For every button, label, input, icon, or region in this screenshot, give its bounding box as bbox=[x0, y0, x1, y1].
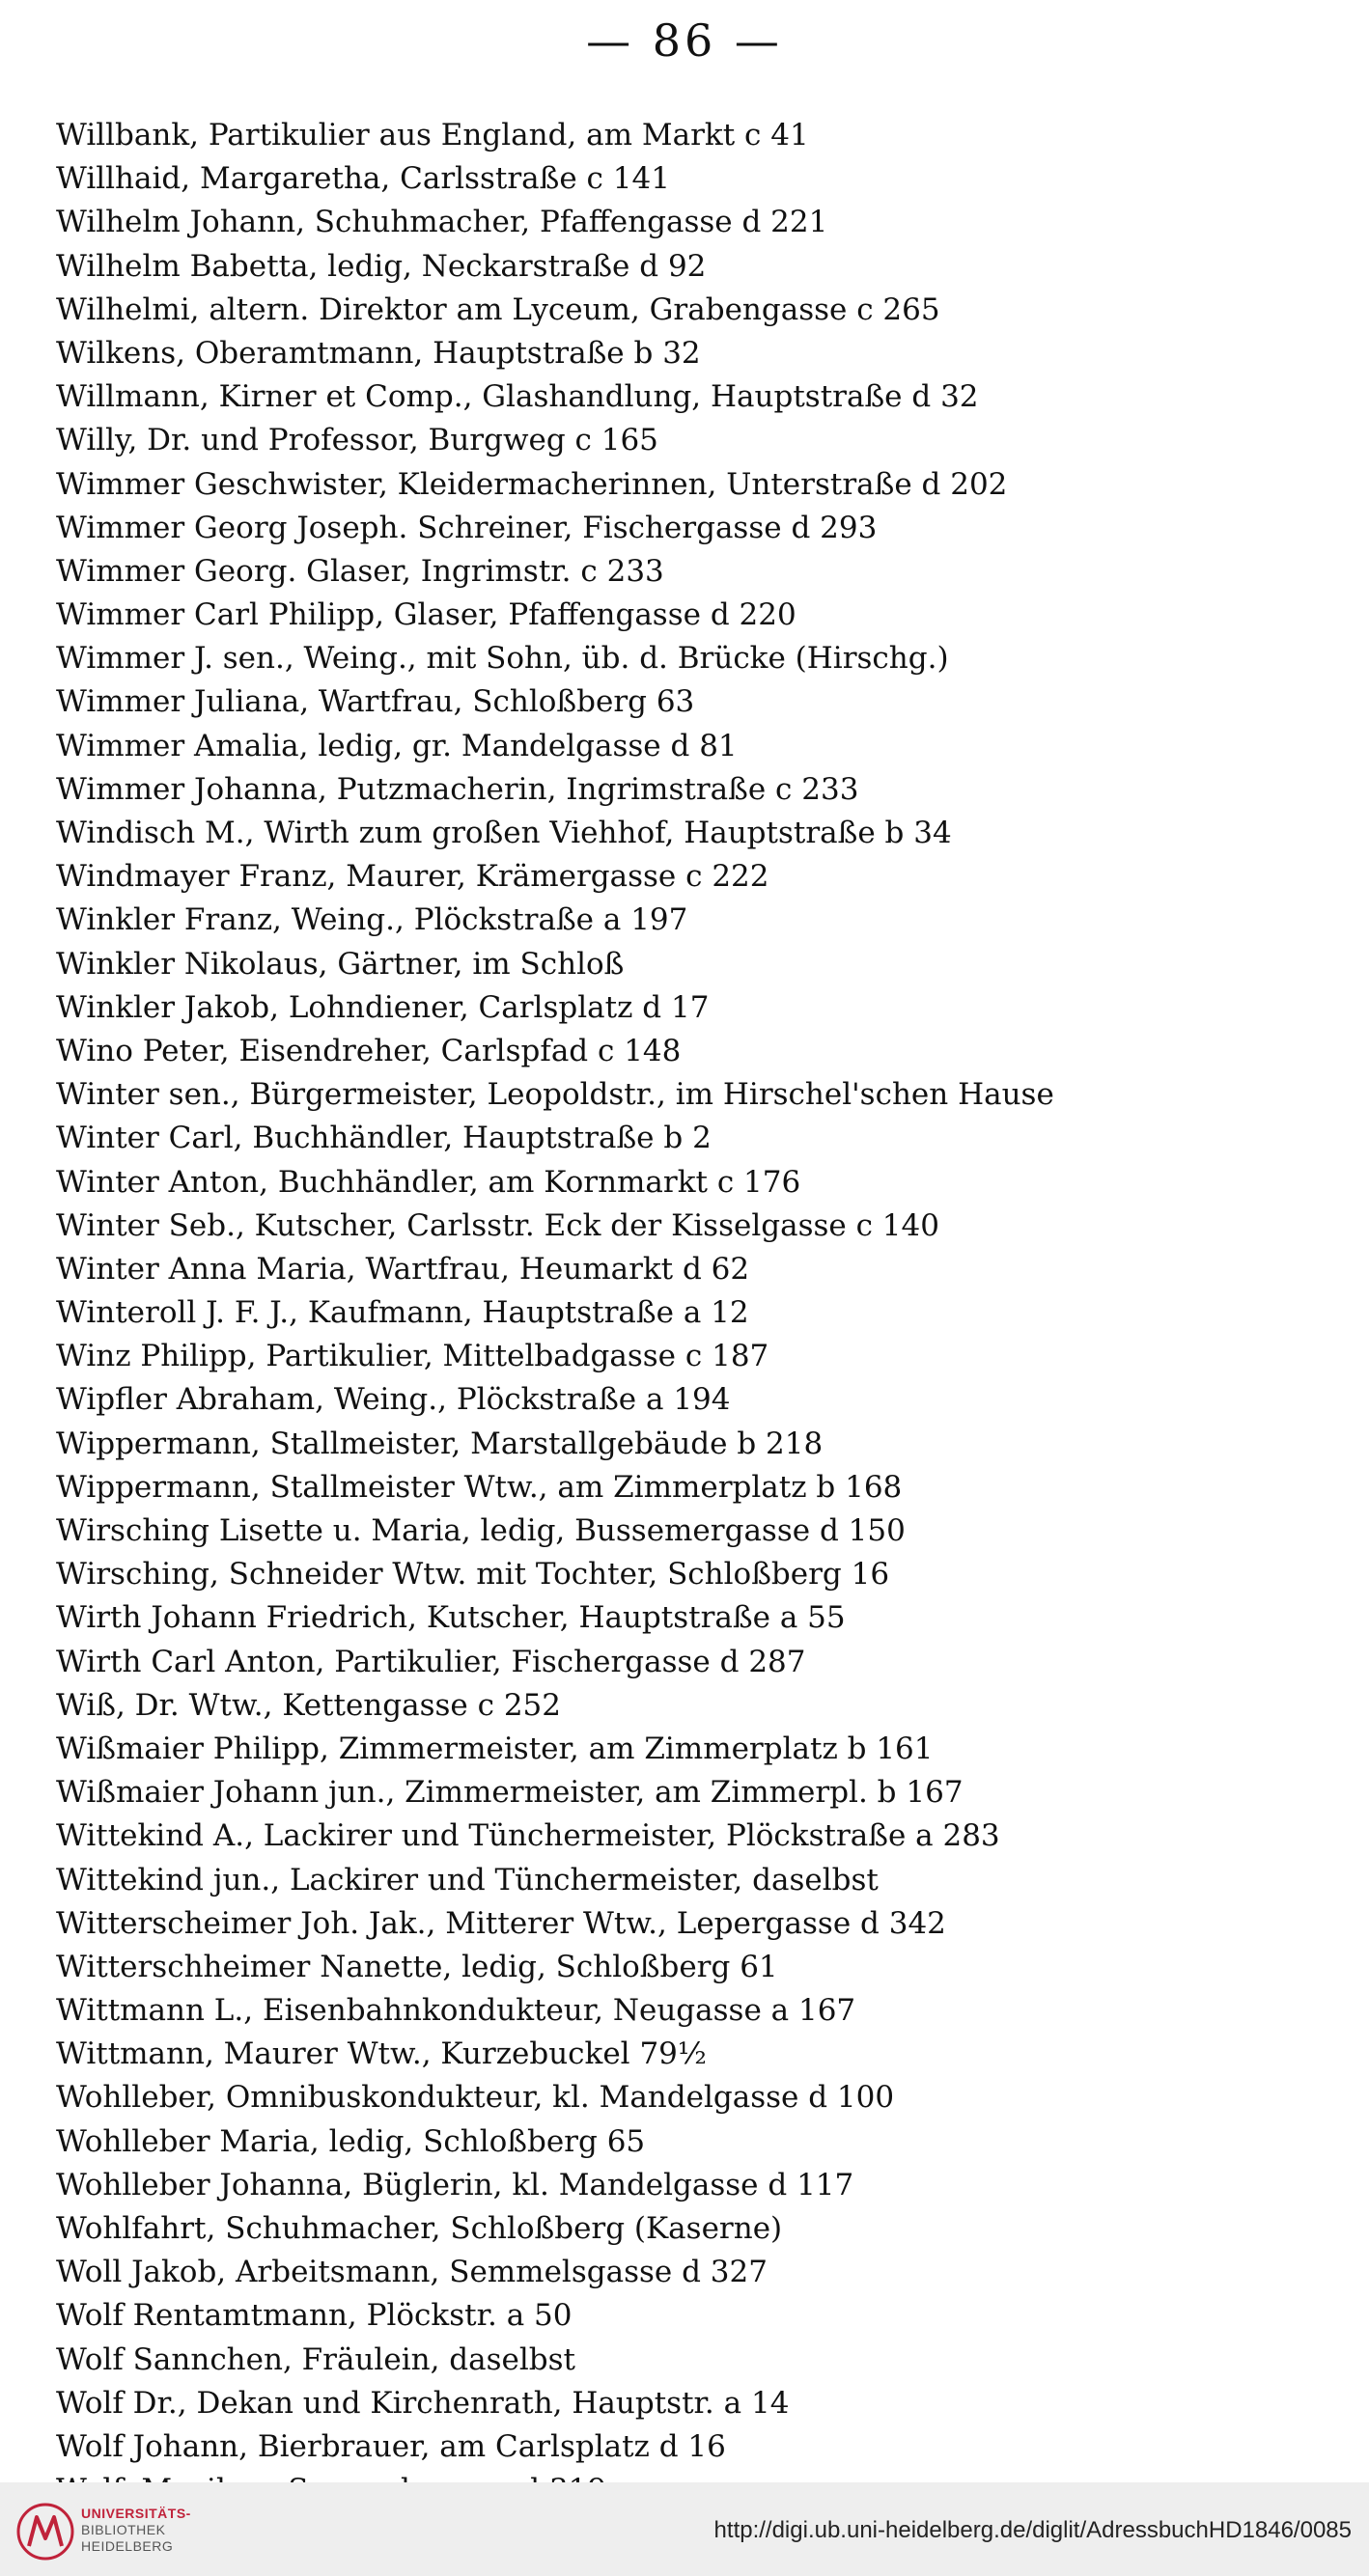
directory-entry: Wilhelm Babetta, ledig, Neckarstraße d 92 bbox=[56, 248, 707, 284]
directory-entries bbox=[56, 114, 1330, 2512]
directory-entry: Wißmaier Johann jun., Zimmermeister, am Zimmerpl. b 167 bbox=[56, 1775, 964, 1811]
directory-entry: Willmann, Kirner et Comp., Glashandlung, Hauptstraße d 32 bbox=[56, 379, 979, 415]
directory-entry: Wittekind A., Lackirer und Tünchermeister, Plöckstraße a 283 bbox=[56, 1818, 1000, 1854]
directory-entry: Willhaid, Margaretha, Carlsstraße c 141 bbox=[56, 161, 670, 197]
directory-entry: Windmayer Franz, Maurer, Krämergasse c 222 bbox=[56, 859, 769, 895]
directory-entry: Winter Carl, Buchhändler, Hauptstraße b 2 bbox=[56, 1121, 712, 1156]
directory-entry: Wippermann, Stallmeister Wtw., am Zimmerplatz b 168 bbox=[56, 1469, 903, 1505]
directory-entry: Wimmer Georg. Glaser, Ingrimstr. c 233 bbox=[56, 553, 664, 589]
page-number: — 86 — bbox=[586, 14, 783, 67]
directory-entry: Winter Anton, Buchhändler, am Kornmarkt c 176 bbox=[56, 1164, 801, 1200]
university-library-logo-icon bbox=[15, 2502, 75, 2562]
directory-entry: Wohlleber Johanna, Büglerin, kl. Mandelgasse d 117 bbox=[56, 2167, 854, 2202]
directory-entry: Wiß, Dr. Wtw., Kettengasse c 252 bbox=[56, 1687, 561, 1723]
directory-entry: Wißmaier Philipp, Zimmermeister, am Zimmerplatz b 161 bbox=[56, 1731, 934, 1766]
library-name bbox=[81, 2506, 191, 2555]
directory-entry: Winkler Nikolaus, Gärtner, im Schloß bbox=[56, 946, 625, 982]
directory-entry: Winkler Franz, Weing., Plöckstraße a 197 bbox=[56, 902, 688, 938]
directory-entry: Wittmann L., Eisenbahnkondukteur, Neugasse a 167 bbox=[56, 1993, 856, 2029]
directory-entry: Wimmer Georg Joseph. Schreiner, Fischergasse d 293 bbox=[56, 510, 878, 545]
directory-entry: Wittekind jun., Lackirer und Tünchermeister, daselbst bbox=[56, 1862, 879, 1897]
directory-entry: Wohlfahrt, Schuhmacher, Schloßberg (Kaserne) bbox=[56, 2211, 783, 2246]
directory-entry: Wolf Sannchen, Fräulein, daselbst bbox=[56, 2341, 575, 2377]
directory-entry: Wimmer Carl Philipp, Glaser, Pfaffengasse d 220 bbox=[56, 597, 796, 633]
directory-entry: Wittmann, Maurer Wtw., Kurzebuckel 79½ bbox=[56, 2036, 707, 2072]
library-name-line2: BIBLIOTHEK bbox=[81, 2522, 166, 2537]
directory-entry: Wirsching Lisette u. Maria, ledig, Bussemergasse d 150 bbox=[56, 1513, 906, 1548]
directory-entry: Wilhelmi, altern. Direktor am Lyceum, Grabengasse c 265 bbox=[56, 291, 940, 327]
directory-entry: Willy, Dr. und Professor, Burgweg c 165 bbox=[56, 423, 658, 458]
directory-entry: Wimmer J. sen., Weing., mit Sohn, üb. d. Brücke (Hirschg.) bbox=[56, 641, 949, 677]
directory-entry: Wohlleber Maria, ledig, Schloßberg 65 bbox=[56, 2123, 646, 2159]
directory-entry: Wino Peter, Eisendreher, Carlspfad c 148 bbox=[56, 1033, 682, 1068]
directory-entry: Winkler Jakob, Lohndiener, Carlsplatz d 17 bbox=[56, 989, 710, 1025]
directory-entry: Wimmer Johanna, Putzmacherin, Ingrimstraße c 233 bbox=[56, 771, 859, 807]
directory-entry: Wimmer Geschwister, Kleidermacherinnen, Unterstraße d 202 bbox=[56, 466, 1008, 502]
directory-entry: Witterschheimer Nanette, ledig, Schloßberg 61 bbox=[56, 1949, 778, 1984]
directory-entry: Wolf Johann, Bierbrauer, am Carlsplatz d 16 bbox=[56, 2428, 726, 2464]
directory-entry: Wolf Rentamtmann, Plöckstr. a 50 bbox=[56, 2298, 573, 2334]
directory-entry: Winteroll J. F. J., Kaufmann, Hauptstraße a 12 bbox=[56, 1295, 749, 1331]
directory-entry: Wippermann, Stallmeister, Marstallgebäude b 218 bbox=[56, 1426, 824, 1461]
directory-entry: Wilkens, Oberamtmann, Hauptstraße b 32 bbox=[56, 335, 701, 371]
directory-entry: Witterscheimer Joh. Jak., Mitterer Wtw., Lepergasse d 342 bbox=[56, 1905, 946, 1941]
directory-entry: Wirth Carl Anton, Partikulier, Fischergasse d 287 bbox=[56, 1644, 806, 1679]
directory-entry: Wirth Johann Friedrich, Kutscher, Hauptstraße a 55 bbox=[56, 1600, 846, 1636]
source-url-link[interactable]: http://digi.ub.uni-heidelberg.de/diglit/AdressbuchHD1846/0085 bbox=[713, 2517, 1352, 2543]
directory-entry: Wilhelm Johann, Schuhmacher, Pfaffengasse d 221 bbox=[56, 205, 828, 240]
directory-entry: Wipfler Abraham, Weing., Plöckstraße a 194 bbox=[56, 1382, 731, 1418]
directory-entry: Winter Seb., Kutscher, Carlsstr. Eck der Kisselgasse c 140 bbox=[56, 1207, 939, 1243]
footer-bar bbox=[0, 2482, 1369, 2576]
directory-entry: Wolf Dr., Dekan und Kirchenrath, Hauptstr. a 14 bbox=[56, 2385, 790, 2421]
directory-entry: Winter Anna Maria, Wartfrau, Heumarkt d 62 bbox=[56, 1251, 750, 1287]
directory-entry: Wirsching, Schneider Wtw. mit Tochter, Schloßberg 16 bbox=[56, 1557, 890, 1593]
directory-entry: Wimmer Juliana, Wartfrau, Schloßberg 63 bbox=[56, 684, 695, 720]
directory-entry: Wimmer Amalia, ledig, gr. Mandelgasse d 81 bbox=[56, 728, 738, 763]
directory-entry: Windisch M., Wirth zum großen Viehhof, Hauptstraße b 34 bbox=[56, 816, 952, 850]
directory-entry: Wohlleber, Omnibuskondukteur, kl. Mandelgasse d 100 bbox=[56, 2080, 895, 2116]
library-name-line3: HEIDELBERG bbox=[81, 2538, 174, 2554]
library-name-line1: UNIVERSITÄTS- bbox=[81, 2506, 191, 2521]
directory-entry: Woll Jakob, Arbeitsmann, Semmelsgasse d 327 bbox=[56, 2255, 768, 2290]
directory-entry: Willbank, Partikulier aus England, am Markt c 41 bbox=[56, 118, 809, 152]
directory-entry: Winz Philipp, Partikulier, Mittelbadgasse c 187 bbox=[56, 1339, 769, 1374]
directory-entry: Winter sen., Bürgermeister, Leopoldstr., im Hirschel'schen Hause bbox=[56, 1077, 1054, 1113]
